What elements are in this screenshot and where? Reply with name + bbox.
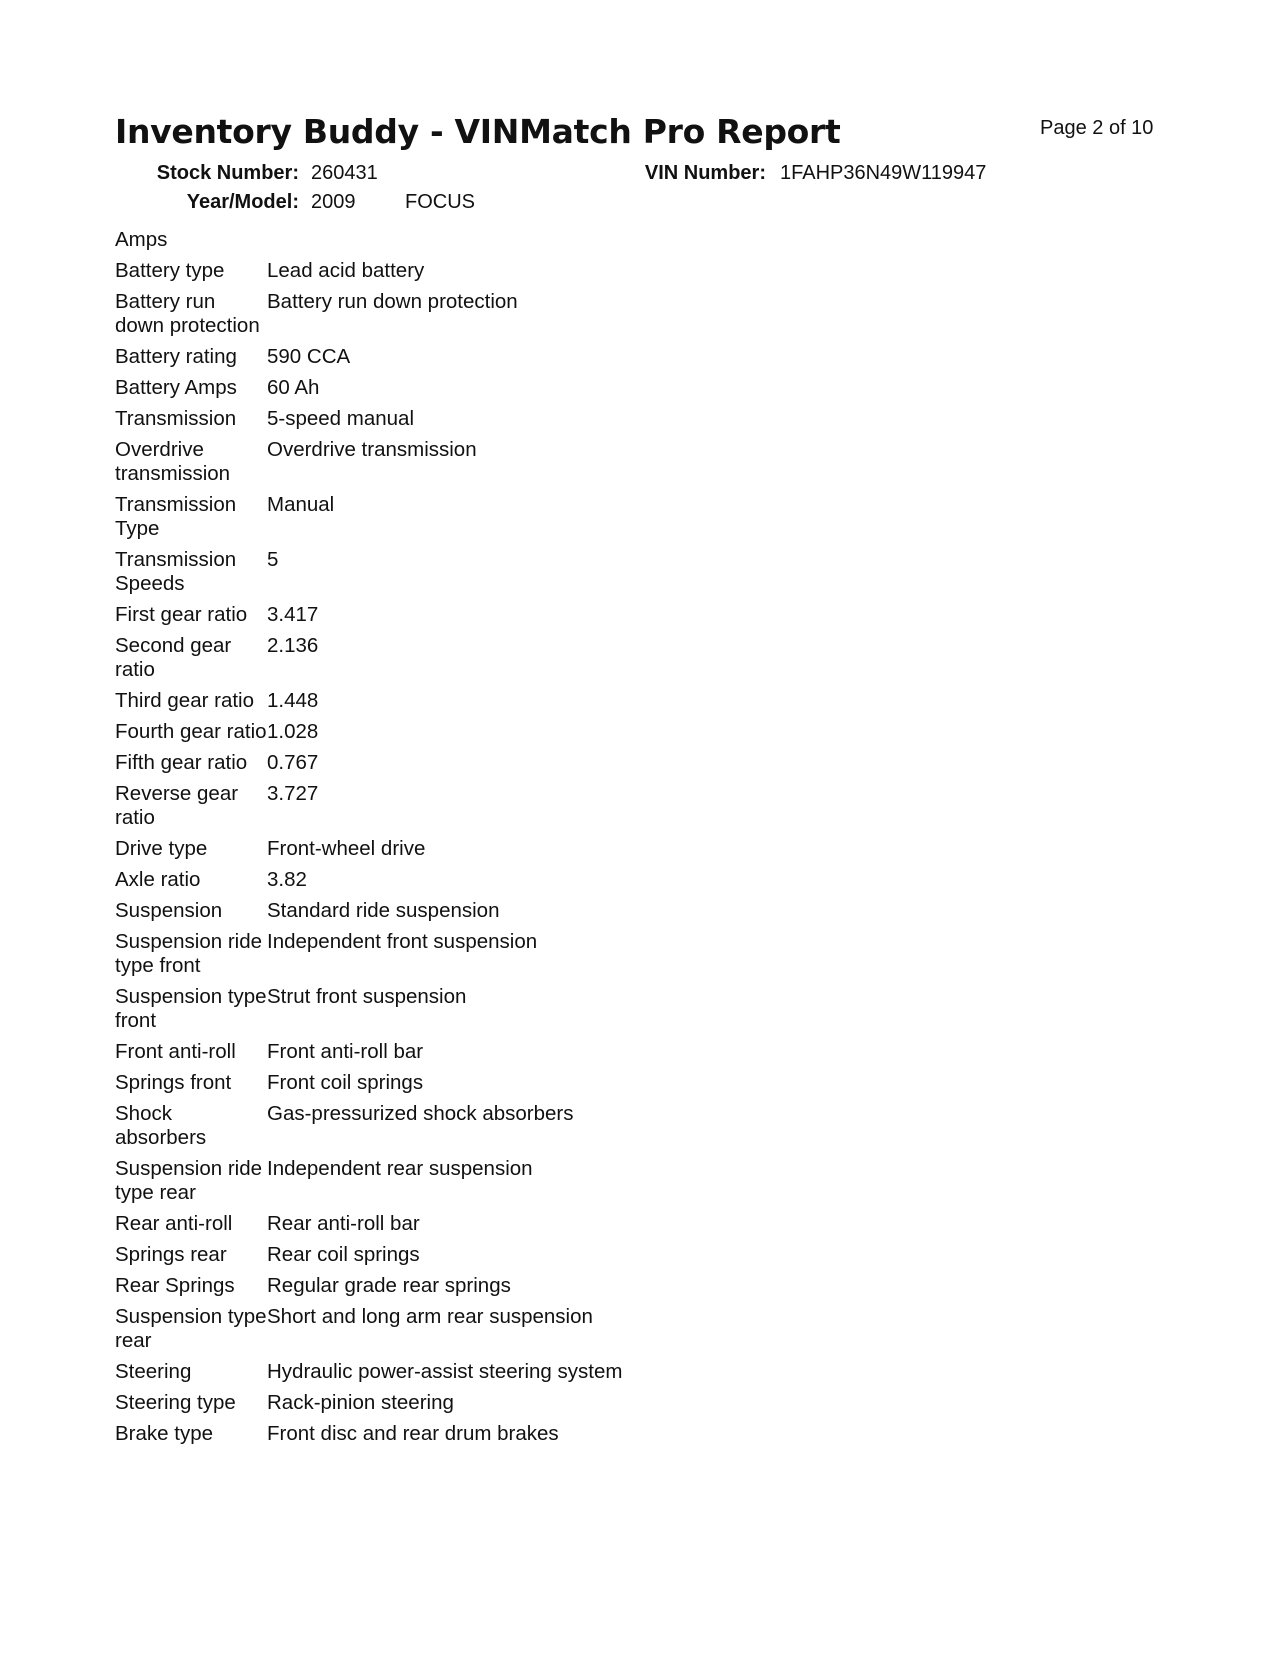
spec-label: Battery type: [115, 259, 225, 282]
spec-value: Overdrive transmission: [267, 438, 477, 461]
spec-row: [115, 259, 715, 290]
spec-label: Suspension ride type rear: [115, 1157, 263, 1204]
spec-label: Fifth gear ratio: [115, 751, 248, 774]
spec-value: Regular grade rear springs: [267, 1274, 511, 1297]
spec-row: [115, 1102, 715, 1157]
spec-row: [115, 782, 715, 837]
spec-value: Front-wheel drive: [267, 837, 426, 860]
spec-label: Steering type: [115, 1391, 236, 1414]
model-value: FOCUS: [405, 191, 475, 213]
page-indicator: Page 2 of 10: [1040, 117, 1154, 139]
spec-value: Standard ride suspension: [267, 899, 500, 922]
spec-row: [115, 1305, 715, 1360]
spec-label: Fourth gear ratio: [115, 720, 267, 743]
spec-value: [267, 228, 715, 259]
spec-value: Independent front suspension: [267, 930, 538, 953]
stock-number-value: 260431: [311, 162, 378, 184]
spec-value: 1.028: [267, 720, 319, 743]
spec-label: Rear anti-roll: [115, 1212, 233, 1235]
spec-label: Amps: [115, 228, 168, 251]
spec-row: [115, 1243, 715, 1274]
spec-row: [115, 868, 715, 899]
spec-label: Battery run down protection: [115, 290, 260, 337]
spec-value: 3.82: [267, 868, 307, 891]
spec-value: 5-speed manual: [267, 407, 415, 430]
spec-table: [115, 228, 715, 1453]
spec-value: 60 Ah: [267, 376, 320, 399]
spec-row: [115, 493, 715, 548]
spec-label: Suspension ride type front: [115, 930, 263, 977]
spec-value: Rack-pinion steering: [267, 1391, 454, 1414]
spec-row: [115, 407, 715, 438]
year-value: 2009: [311, 191, 356, 213]
spec-value: Manual: [267, 493, 335, 516]
spec-row: [115, 899, 715, 930]
spec-label: Second gear ratio: [115, 634, 232, 681]
spec-label: Springs rear: [115, 1243, 227, 1266]
spec-row: [115, 290, 715, 345]
spec-label: Battery Amps: [115, 376, 237, 399]
spec-row: [115, 985, 715, 1040]
spec-row: [115, 548, 715, 603]
spec-row: [115, 689, 715, 720]
spec-value: Short and long arm rear suspension: [267, 1305, 593, 1328]
spec-value: 0.767: [267, 751, 319, 774]
spec-row: [115, 634, 715, 689]
spec-row: [115, 1360, 715, 1391]
spec-value: Lead acid battery: [267, 259, 425, 282]
spec-row: [115, 930, 715, 985]
report-title: Inventory Buddy - VINMatch Pro Report: [115, 112, 841, 151]
spec-row: [115, 837, 715, 868]
spec-row: [115, 376, 715, 407]
spec-label: Transmission: [115, 407, 237, 430]
spec-label: Suspension: [115, 899, 223, 922]
spec-value: Battery run down protection: [267, 290, 518, 313]
spec-label: Front anti-roll: [115, 1040, 236, 1063]
spec-value: 1.448: [267, 689, 319, 712]
spec-label: Rear Springs: [115, 1274, 235, 1297]
spec-label: Third gear ratio: [115, 689, 255, 712]
spec-row: [115, 720, 715, 751]
spec-label: Suspension type rear: [115, 1305, 267, 1352]
spec-label: Transmission Speeds: [115, 548, 237, 595]
vin-number-value: 1FAHP36N49W119947: [780, 162, 987, 184]
spec-value: 3.417: [267, 603, 319, 626]
spec-value: Independent rear suspension: [267, 1157, 533, 1180]
spec-label: Brake type: [115, 1422, 213, 1445]
spec-label: Shock absorbers: [115, 1102, 207, 1149]
spec-row: [115, 1212, 715, 1243]
spec-label: Drive type: [115, 837, 208, 860]
spec-value: Hydraulic power-assist steering system: [267, 1360, 623, 1383]
spec-label: Springs front: [115, 1071, 232, 1094]
spec-value: 2.136: [267, 634, 319, 657]
spec-label: Suspension type front: [115, 985, 267, 1032]
spec-row: [115, 438, 715, 493]
year-model-label: Year/Model:: [186, 191, 299, 213]
spec-row: [115, 1422, 715, 1453]
spec-value: Front anti-roll bar: [267, 1040, 424, 1063]
spec-row: [115, 1157, 715, 1212]
spec-value: 3.727: [267, 782, 319, 805]
spec-row: [115, 1071, 715, 1102]
spec-row: [115, 751, 715, 782]
spec-value: Rear coil springs: [267, 1243, 420, 1266]
spec-label: Battery rating: [115, 345, 237, 368]
spec-label: Transmission Type: [115, 493, 237, 540]
spec-value: Gas-pressurized shock absorbers: [267, 1102, 574, 1125]
spec-label: Reverse gear ratio: [115, 782, 239, 829]
spec-value: Front coil springs: [267, 1071, 424, 1094]
spec-row: [115, 603, 715, 634]
spec-label: Axle ratio: [115, 868, 201, 891]
vin-number-label: VIN Number:: [644, 162, 766, 184]
spec-value: Strut front suspension: [267, 985, 467, 1008]
spec-value: Rear anti-roll bar: [267, 1212, 420, 1235]
spec-value: Front disc and rear drum brakes: [267, 1422, 559, 1445]
spec-table-body: [115, 228, 715, 1453]
spec-label: Overdrive transmission: [115, 438, 231, 485]
spec-label: First gear ratio: [115, 603, 248, 626]
spec-row: [115, 1040, 715, 1071]
spec-row: [115, 1274, 715, 1305]
stock-number-label: Stock Number:: [156, 162, 299, 184]
spec-value: 590 CCA: [267, 345, 351, 368]
spec-row: [115, 228, 715, 259]
spec-value: 5: [267, 548, 279, 571]
spec-row: [115, 345, 715, 376]
spec-row: [115, 1391, 715, 1422]
spec-label: Steering: [115, 1360, 192, 1383]
